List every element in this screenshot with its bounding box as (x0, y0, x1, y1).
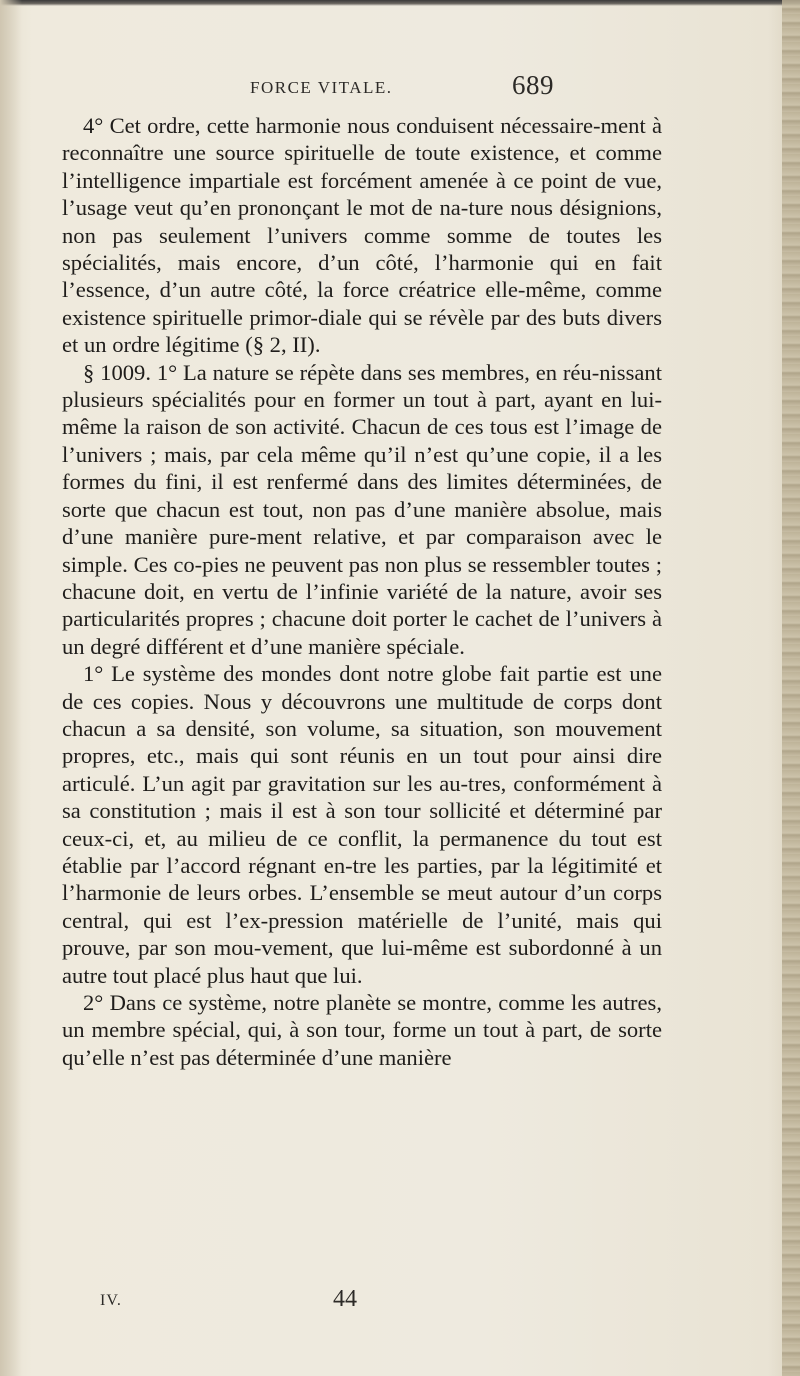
sheet-number: 44 (333, 1286, 357, 1312)
paragraph-section-1009: § 1009. 1° La nature se répète dans ses membres, en réu-nissant plusieurs spécialités pour en former un tout à part, ayant en lui-même la raison de son activité. Chacun de ces tous est l’image de l’univers ; mais, par cela même qu’il n’est qu’une copie, il a les formes du fini, il est renfermé dans des limites déterminées, de sorte que chacun est tout, non pas d’une manière absolue, mais d’une manière pure-ment relative, et par comparaison avec le simple. Ces co-pies ne peuvent pas non plus se ressembler toutes ; chacune doit, en vertu de l’infinie variété de la nature, avoir ses particularités propres ; chacune doit porter le cachet de l’univers à un degré différent et d’une manière spéciale. (62, 359, 662, 659)
page-gutter-shadow (0, 0, 22, 1376)
volume-signature: IV. (100, 1292, 122, 1309)
body-text (62, 112, 662, 1071)
page-fore-edge (782, 0, 800, 1376)
page-top-edge (0, 0, 800, 6)
page-number: 689 (512, 70, 554, 100)
paragraph-4: 4° Cet ordre, cette harmonie nous conduisent nécessaire-ment à reconnaître une source spirituelle de toute existence, et comme l’intelligence impartiale est forcément amenée à ce point de vue, l’usage veut qu’en prononçant le mot de na-ture nous désignions, non pas seulement l’univers comme somme de toutes les spécialités, mais encore, d’un côté, l’harmonie qui en fait l’essence, d’un autre côté, la force créatrice elle-même, comme existence spirituelle primor-diale qui se révèle par des buts divers et un ordre légitime (§ 2, II). (62, 113, 662, 358)
paragraph-1: 1° Le système des mondes dont notre globe fait partie est une de ces copies. Nous y découvrons une multitude de corps dont chacun a sa densité, son volume, sa situation, son mouvement propres, etc., mais qui sont réunis en un tout pour ainsi dire articulé. L’un agit par gravitation sur les au-tres, conformément à sa constitution ; mais il est à son tour sollicité et déterminé par ceux-ci, et, au milieu de ce conflit, la permanence du tout est établie par l’accord régnant en-tre les parties, par la légitimité et l’harmonie de leurs orbes. L’ensemble se meut autour d’un corps central, qui est l’ex-pression matérielle de l’unité, mais qui prouve, par son mou-vement, que lui-même est subordonné à un autre tout placé plus haut que lui. (62, 661, 662, 988)
paragraph-2: 2° Dans ce système, notre planète se montre, comme les autres, un membre spécial, qui, à son tour, forme un tout à part, de sorte qu’elle n’est pas déterminée d’une manière (62, 990, 662, 1070)
running-head (100, 70, 660, 110)
running-head-title: FORCE VITALE. (250, 78, 393, 97)
page-footer (100, 1286, 500, 1320)
